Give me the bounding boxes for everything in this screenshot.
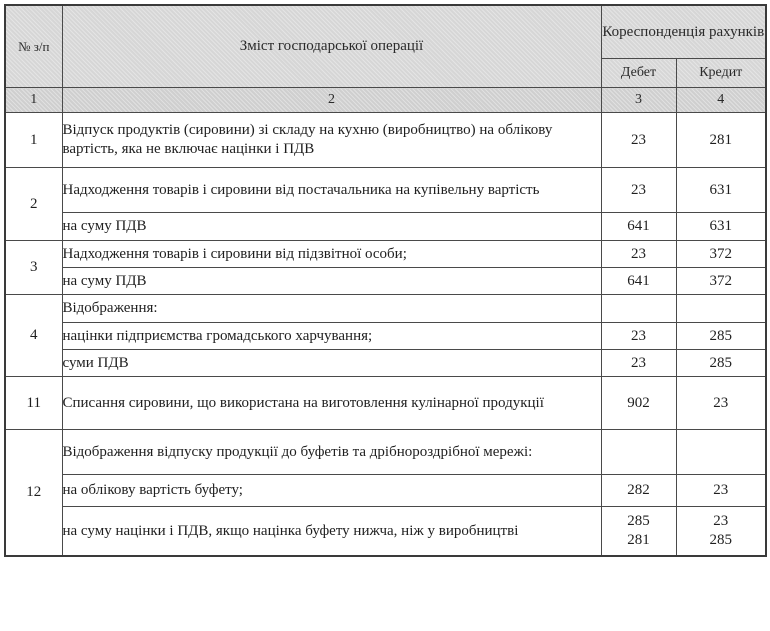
operation-text: суми ПДВ bbox=[62, 350, 601, 377]
row-number: 11 bbox=[5, 377, 62, 430]
debit-account: 902 bbox=[601, 377, 676, 430]
table-row bbox=[5, 268, 766, 295]
debit-account: 641 bbox=[601, 268, 676, 295]
credit-account: 372 bbox=[676, 268, 766, 295]
table-row bbox=[5, 113, 766, 168]
credit-account-cell bbox=[676, 507, 766, 557]
debit-account: 23 bbox=[601, 168, 676, 213]
debit-account: 23 bbox=[601, 113, 676, 168]
row-number: 12 bbox=[5, 430, 62, 557]
credit-account: 281 bbox=[676, 113, 766, 168]
credit-account-second: 285 bbox=[709, 532, 732, 548]
debit-account: 641 bbox=[601, 213, 676, 241]
row-number: 3 bbox=[5, 241, 62, 295]
debit-account-second: 281 bbox=[627, 532, 650, 548]
credit-account: 285 bbox=[676, 323, 766, 350]
table-row bbox=[5, 241, 766, 268]
debit-account-cell bbox=[601, 507, 676, 557]
credit-account: 631 bbox=[676, 168, 766, 213]
credit-account: 23 bbox=[713, 513, 729, 529]
number-column-header: № з/п bbox=[5, 5, 62, 88]
table-row bbox=[5, 295, 766, 323]
table-row bbox=[5, 430, 766, 475]
ledger-table-wrapper bbox=[4, 4, 767, 557]
row-number: 2 bbox=[5, 168, 62, 241]
operation-text: на суму націнки і ПДВ, якщо націнка буфету нижча, ніж у виробництві bbox=[62, 507, 601, 557]
table-row bbox=[5, 350, 766, 377]
debit-account: 285 bbox=[627, 513, 650, 529]
credit-account bbox=[676, 295, 766, 323]
row-number: 4 bbox=[5, 295, 62, 377]
debit-account bbox=[601, 430, 676, 475]
table-row bbox=[5, 507, 766, 557]
debit-account bbox=[601, 295, 676, 323]
table-row bbox=[5, 168, 766, 213]
operation-text: на облікову вартість буфету; bbox=[62, 475, 601, 507]
debit-account: 282 bbox=[601, 475, 676, 507]
debit-account: 23 bbox=[601, 350, 676, 377]
operation-text: на суму ПДВ bbox=[62, 268, 601, 295]
correspondence-header: Кореспонденція рахунків bbox=[601, 5, 766, 59]
table-row bbox=[5, 475, 766, 507]
operation-text: Списання сировини, що використана на виготовлення кулінарної продукції bbox=[62, 377, 601, 430]
credit-account: 23 bbox=[676, 475, 766, 507]
column-number-row bbox=[5, 88, 766, 113]
credit-account: 631 bbox=[676, 213, 766, 241]
operation-text: Відображення: bbox=[62, 295, 601, 323]
credit-account bbox=[676, 430, 766, 475]
content-column-header: Зміст господарської операції bbox=[62, 5, 601, 88]
column-number-2: 2 bbox=[62, 88, 601, 113]
table-row bbox=[5, 323, 766, 350]
operation-text: Відображення відпуску продукції до буфетів та дрібнороздрібної мережі: bbox=[62, 430, 601, 475]
operation-text: Надходження товарів і сировини від постачальника на купівельну вартість bbox=[62, 168, 601, 213]
operation-text: на суму ПДВ bbox=[62, 213, 601, 241]
column-number-1: 1 bbox=[5, 88, 62, 113]
column-number-4: 4 bbox=[676, 88, 766, 113]
operation-text: націнки підприємства громадського харчування; bbox=[62, 323, 601, 350]
credit-account: 23 bbox=[676, 377, 766, 430]
operation-text: Надходження товарів і сировини від підзвітної особи; bbox=[62, 241, 601, 268]
column-number-3: 3 bbox=[601, 88, 676, 113]
debit-account: 23 bbox=[601, 241, 676, 268]
debit-column-header: Дебет bbox=[601, 59, 676, 88]
row-number: 1 bbox=[5, 113, 62, 168]
debit-account: 23 bbox=[601, 323, 676, 350]
credit-account: 372 bbox=[676, 241, 766, 268]
accounting-entries-table bbox=[4, 4, 767, 557]
table-row bbox=[5, 213, 766, 241]
table-row bbox=[5, 377, 766, 430]
operation-text: Відпуск продуктів (сировини) зі складу на кухню (виробництво) на облікову вартість, яка не включає націнки і ПДВ bbox=[62, 113, 601, 168]
credit-column-header: Кредит bbox=[676, 59, 766, 88]
credit-account: 285 bbox=[676, 350, 766, 377]
